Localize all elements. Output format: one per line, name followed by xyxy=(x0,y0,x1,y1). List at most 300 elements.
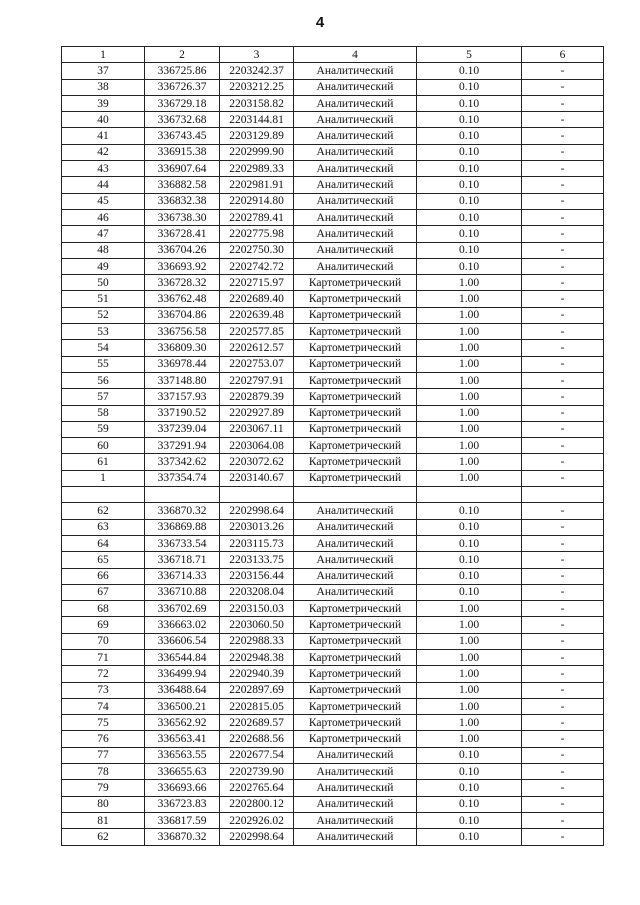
table-cell: 336500.21 xyxy=(145,698,220,714)
table-cell: - xyxy=(522,682,604,698)
table-cell: 0.10 xyxy=(417,161,522,177)
table-cell: Картометрический xyxy=(294,731,417,747)
table-cell: Аналитический xyxy=(294,193,417,209)
table-cell xyxy=(294,487,417,503)
table-cell: - xyxy=(522,324,604,340)
table-cell: - xyxy=(522,144,604,160)
table-row xyxy=(62,421,604,437)
table-cell: Аналитический xyxy=(294,503,417,519)
table-row xyxy=(62,340,604,356)
table-cell: 0.10 xyxy=(417,568,522,584)
table-cell: 336726.37 xyxy=(145,79,220,95)
table-cell: Аналитический xyxy=(294,796,417,812)
table-cell: 2203140.67 xyxy=(220,470,294,486)
table-cell: - xyxy=(522,226,604,242)
table-cell: Аналитический xyxy=(294,63,417,79)
table-row xyxy=(62,405,604,421)
table-row xyxy=(62,747,604,763)
table-cell: 1.00 xyxy=(417,470,522,486)
table-cell: 80 xyxy=(62,796,145,812)
table-cell: 337354.74 xyxy=(145,470,220,486)
table-cell: 0.10 xyxy=(417,780,522,796)
table-cell: Аналитический xyxy=(294,829,417,845)
table-cell: - xyxy=(522,421,604,437)
table-cell: Картометрический xyxy=(294,649,417,665)
table-cell: Картометрический xyxy=(294,275,417,291)
table-cell: 336723.83 xyxy=(145,796,220,812)
table-cell: 65 xyxy=(62,552,145,568)
table-cell: - xyxy=(522,128,604,144)
table-cell: 1.00 xyxy=(417,324,522,340)
table-body xyxy=(62,63,604,845)
table-row xyxy=(62,95,604,111)
table-cell: Картометрический xyxy=(294,291,417,307)
table-cell: - xyxy=(522,356,604,372)
table-cell: - xyxy=(522,780,604,796)
table-cell: 60 xyxy=(62,438,145,454)
table-cell: 2202989.33 xyxy=(220,161,294,177)
table-cell: 39 xyxy=(62,95,145,111)
table-cell: 0.10 xyxy=(417,519,522,535)
table-cell: 336704.26 xyxy=(145,242,220,258)
table-cell: 2202639.48 xyxy=(220,307,294,323)
table-row xyxy=(62,829,604,845)
table-cell: Аналитический xyxy=(294,519,417,535)
table-cell: - xyxy=(522,275,604,291)
table-cell: 0.10 xyxy=(417,552,522,568)
table-row xyxy=(62,275,604,291)
table-cell: 59 xyxy=(62,421,145,437)
table-cell: Аналитический xyxy=(294,112,417,128)
table-cell: 0.10 xyxy=(417,764,522,780)
table-cell: 2203208.04 xyxy=(220,584,294,600)
table-cell: 72 xyxy=(62,666,145,682)
table-row xyxy=(62,128,604,144)
table-cell: 2203060.50 xyxy=(220,617,294,633)
table-cell: 2202998.64 xyxy=(220,829,294,845)
table-cell: 336693.92 xyxy=(145,258,220,274)
table-cell: - xyxy=(522,764,604,780)
table-cell: - xyxy=(522,633,604,649)
column-header: 5 xyxy=(417,47,522,63)
table-cell: 336809.30 xyxy=(145,340,220,356)
table-cell: 2202715.97 xyxy=(220,275,294,291)
table-cell: 1.00 xyxy=(417,698,522,714)
table-cell: 40 xyxy=(62,112,145,128)
table-row xyxy=(62,601,604,617)
table-row xyxy=(62,796,604,812)
coordinates-table xyxy=(61,46,604,846)
table-cell: 1.00 xyxy=(417,275,522,291)
table-row xyxy=(62,177,604,193)
table-cell: 43 xyxy=(62,161,145,177)
table-cell: 336738.30 xyxy=(145,209,220,225)
table-cell: - xyxy=(522,649,604,665)
table-cell: 2203129.89 xyxy=(220,128,294,144)
table-row xyxy=(62,682,604,698)
table-cell: 336663.02 xyxy=(145,617,220,633)
table-cell: 2202750.30 xyxy=(220,242,294,258)
table-cell: 2202897.69 xyxy=(220,682,294,698)
table-cell: 1.00 xyxy=(417,731,522,747)
table-cell: 55 xyxy=(62,356,145,372)
table-cell: - xyxy=(522,519,604,535)
table-cell: - xyxy=(522,715,604,731)
table-row xyxy=(62,144,604,160)
table-cell: 0.10 xyxy=(417,796,522,812)
table-cell: 336544.84 xyxy=(145,649,220,665)
table-cell: Аналитический xyxy=(294,764,417,780)
table-cell: 2202981.91 xyxy=(220,177,294,193)
table-cell: 2203212.25 xyxy=(220,79,294,95)
table-row xyxy=(62,356,604,372)
table-cell: 336606.54 xyxy=(145,633,220,649)
table-cell: 57 xyxy=(62,389,145,405)
table-cell: 2202815.05 xyxy=(220,698,294,714)
table-cell: - xyxy=(522,209,604,225)
table-cell: 44 xyxy=(62,177,145,193)
table-cell: 0.10 xyxy=(417,584,522,600)
table-cell: Аналитический xyxy=(294,258,417,274)
table-cell: - xyxy=(522,617,604,633)
table-cell: - xyxy=(522,747,604,763)
table-cell: 336733.54 xyxy=(145,535,220,551)
table-cell: 1.00 xyxy=(417,715,522,731)
table-cell: Картометрический xyxy=(294,389,417,405)
table-cell: 336718.71 xyxy=(145,552,220,568)
table-cell: 62 xyxy=(62,503,145,519)
table-cell: 337342.62 xyxy=(145,454,220,470)
table-row xyxy=(62,324,604,340)
table-cell: 336702.69 xyxy=(145,601,220,617)
table-cell: Аналитический xyxy=(294,584,417,600)
table-cell: 2202765.64 xyxy=(220,780,294,796)
table-cell: Аналитический xyxy=(294,812,417,828)
table-row xyxy=(62,568,604,584)
table-row xyxy=(62,764,604,780)
table-cell: - xyxy=(522,568,604,584)
table-cell: Картометрический xyxy=(294,682,417,698)
table-cell: 336563.41 xyxy=(145,731,220,747)
table-cell: Картометрический xyxy=(294,601,417,617)
table-cell: Аналитический xyxy=(294,226,417,242)
table-cell: 0.10 xyxy=(417,177,522,193)
table-cell: 76 xyxy=(62,731,145,747)
table-row xyxy=(62,731,604,747)
table-cell: 75 xyxy=(62,715,145,731)
table-row xyxy=(62,63,604,79)
table-cell: 0.10 xyxy=(417,63,522,79)
table-cell: - xyxy=(522,666,604,682)
table-cell: 0.10 xyxy=(417,747,522,763)
table-cell: Аналитический xyxy=(294,747,417,763)
table-cell: 0.10 xyxy=(417,258,522,274)
table-cell: 2202612.57 xyxy=(220,340,294,356)
table-cell: 0.10 xyxy=(417,128,522,144)
table-cell: 336563.55 xyxy=(145,747,220,763)
table-cell: 52 xyxy=(62,307,145,323)
table-cell: Аналитический xyxy=(294,209,417,225)
table-cell: 336499.94 xyxy=(145,666,220,682)
table-row xyxy=(62,552,604,568)
table-cell: Аналитический xyxy=(294,128,417,144)
table-cell: 73 xyxy=(62,682,145,698)
table-cell: 2202800.12 xyxy=(220,796,294,812)
table-cell: 2203158.82 xyxy=(220,95,294,111)
table-cell: 0.10 xyxy=(417,144,522,160)
table-cell: 1.00 xyxy=(417,340,522,356)
table-row xyxy=(62,503,604,519)
table-cell: 2202577.85 xyxy=(220,324,294,340)
table-row xyxy=(62,307,604,323)
table-cell: 0.10 xyxy=(417,242,522,258)
table-cell: Картометрический xyxy=(294,340,417,356)
table-cell: 2202926.02 xyxy=(220,812,294,828)
table-cell: 1.00 xyxy=(417,666,522,682)
table-cell: 61 xyxy=(62,454,145,470)
table-cell: 337190.52 xyxy=(145,405,220,421)
table-cell: - xyxy=(522,307,604,323)
table-cell: - xyxy=(522,601,604,617)
table-cell: 56 xyxy=(62,372,145,388)
table-cell: 2202999.90 xyxy=(220,144,294,160)
table-cell: Картометрический xyxy=(294,470,417,486)
table-row xyxy=(62,79,604,95)
table-cell: 336762.48 xyxy=(145,291,220,307)
table-cell: 0.10 xyxy=(417,193,522,209)
table-cell: 2203067.11 xyxy=(220,421,294,437)
table-row xyxy=(62,535,604,551)
table-row xyxy=(62,161,604,177)
table-cell: - xyxy=(522,193,604,209)
table-cell: 336882.58 xyxy=(145,177,220,193)
table-cell: 45 xyxy=(62,193,145,209)
table-cell: Аналитический xyxy=(294,568,417,584)
table-cell: 41 xyxy=(62,128,145,144)
table-row xyxy=(62,209,604,225)
table-cell: 81 xyxy=(62,812,145,828)
table-cell: 0.10 xyxy=(417,79,522,95)
table-cell: 1.00 xyxy=(417,372,522,388)
table-cell: 2202948.38 xyxy=(220,649,294,665)
table-cell: Картометрический xyxy=(294,698,417,714)
table-row xyxy=(62,389,604,405)
table-cell: 69 xyxy=(62,617,145,633)
table-cell: 77 xyxy=(62,747,145,763)
table-cell: 64 xyxy=(62,535,145,551)
table-cell: Картометрический xyxy=(294,617,417,633)
table-cell: 336869.88 xyxy=(145,519,220,535)
table-cell: - xyxy=(522,454,604,470)
table-cell: 2202940.39 xyxy=(220,666,294,682)
table-cell: 2202775.98 xyxy=(220,226,294,242)
table-cell: 1.00 xyxy=(417,601,522,617)
table-cell: 0.10 xyxy=(417,95,522,111)
table-cell xyxy=(417,487,522,503)
table-cell: 53 xyxy=(62,324,145,340)
table-cell: Картометрический xyxy=(294,324,417,340)
table-cell: 1.00 xyxy=(417,617,522,633)
table-cell: - xyxy=(522,552,604,568)
table-cell: 2203115.73 xyxy=(220,535,294,551)
table-cell: 336915.38 xyxy=(145,144,220,160)
table-cell: Аналитический xyxy=(294,144,417,160)
table-cell: 70 xyxy=(62,633,145,649)
table-cell: 68 xyxy=(62,601,145,617)
table-cell: 2203156.44 xyxy=(220,568,294,584)
table-cell xyxy=(522,487,604,503)
table-cell xyxy=(220,487,294,503)
table-row xyxy=(62,584,604,600)
table-cell: Картометрический xyxy=(294,307,417,323)
table-cell: 1.00 xyxy=(417,421,522,437)
table-cell: 63 xyxy=(62,519,145,535)
table-cell: 47 xyxy=(62,226,145,242)
table-cell: - xyxy=(522,161,604,177)
table-cell: 2202914.80 xyxy=(220,193,294,209)
table-row xyxy=(62,617,604,633)
table-row xyxy=(62,715,604,731)
table-cell: 1.00 xyxy=(417,307,522,323)
table-row xyxy=(62,372,604,388)
column-header: 4 xyxy=(294,47,417,63)
table-cell: 2202677.54 xyxy=(220,747,294,763)
table-cell: 337157.93 xyxy=(145,389,220,405)
table-row xyxy=(62,454,604,470)
table-row xyxy=(62,226,604,242)
table-cell: 336704.86 xyxy=(145,307,220,323)
table-cell: Аналитический xyxy=(294,95,417,111)
table-cell: 37 xyxy=(62,63,145,79)
table-cell: 78 xyxy=(62,764,145,780)
table-cell: - xyxy=(522,95,604,111)
table-cell: 2202879.39 xyxy=(220,389,294,405)
table-cell: 336655.63 xyxy=(145,764,220,780)
table-cell: - xyxy=(522,63,604,79)
table-header-row xyxy=(62,47,604,63)
table-cell xyxy=(145,487,220,503)
table-cell: 336907.64 xyxy=(145,161,220,177)
table-row xyxy=(62,487,604,503)
table-cell: 337148.80 xyxy=(145,372,220,388)
table-cell: 1.00 xyxy=(417,405,522,421)
table-cell: 336870.32 xyxy=(145,503,220,519)
table-cell: 0.10 xyxy=(417,112,522,128)
table-cell: 2202742.72 xyxy=(220,258,294,274)
column-header: 1 xyxy=(62,47,145,63)
table-cell: 0.10 xyxy=(417,503,522,519)
table-cell: 336817.59 xyxy=(145,812,220,828)
table-cell: 1.00 xyxy=(417,454,522,470)
table-cell: 0.10 xyxy=(417,209,522,225)
table-cell: 336562.92 xyxy=(145,715,220,731)
table-cell: 2203144.81 xyxy=(220,112,294,128)
table-cell: 54 xyxy=(62,340,145,356)
table-cell: Картометрический xyxy=(294,666,417,682)
table-row xyxy=(62,519,604,535)
table-cell: 2203242.37 xyxy=(220,63,294,79)
table-row xyxy=(62,242,604,258)
table-cell: Аналитический xyxy=(294,780,417,796)
table-cell: Аналитический xyxy=(294,552,417,568)
table-cell: - xyxy=(522,535,604,551)
table-cell: - xyxy=(522,405,604,421)
table-cell: 46 xyxy=(62,209,145,225)
table-cell: Аналитический xyxy=(294,161,417,177)
table-cell: Картометрический xyxy=(294,438,417,454)
table-cell: 51 xyxy=(62,291,145,307)
column-header: 3 xyxy=(220,47,294,63)
table-cell: 336756.58 xyxy=(145,324,220,340)
table-cell xyxy=(62,487,145,503)
table-cell: 336729.18 xyxy=(145,95,220,111)
table-cell: - xyxy=(522,731,604,747)
table-cell: - xyxy=(522,177,604,193)
table-cell: - xyxy=(522,258,604,274)
table-cell: 336710.88 xyxy=(145,584,220,600)
table-cell: 1.00 xyxy=(417,389,522,405)
table-cell: - xyxy=(522,812,604,828)
table-row xyxy=(62,112,604,128)
column-header: 6 xyxy=(522,47,604,63)
table-cell: - xyxy=(522,584,604,600)
table-cell: 336725.86 xyxy=(145,63,220,79)
table-cell: 2202739.90 xyxy=(220,764,294,780)
table-cell: 2203064.08 xyxy=(220,438,294,454)
table-row xyxy=(62,470,604,486)
table-cell: Аналитический xyxy=(294,242,417,258)
table-cell: 49 xyxy=(62,258,145,274)
table-cell: - xyxy=(522,340,604,356)
table-row xyxy=(62,438,604,454)
table-cell: 2202688.56 xyxy=(220,731,294,747)
table-cell: 2202998.64 xyxy=(220,503,294,519)
table-cell: 50 xyxy=(62,275,145,291)
table-cell: 1.00 xyxy=(417,356,522,372)
table-row xyxy=(62,780,604,796)
table-cell: 2202988.33 xyxy=(220,633,294,649)
table-cell: 74 xyxy=(62,698,145,714)
table-cell: 58 xyxy=(62,405,145,421)
table-cell: 2202689.57 xyxy=(220,715,294,731)
table-cell: 67 xyxy=(62,584,145,600)
table-cell: 1 xyxy=(62,470,145,486)
table-cell: 336870.32 xyxy=(145,829,220,845)
table-cell: - xyxy=(522,698,604,714)
table-cell: 1.00 xyxy=(417,649,522,665)
table-cell: - xyxy=(522,372,604,388)
table-cell: 337239.04 xyxy=(145,421,220,437)
table-row xyxy=(62,633,604,649)
table-cell: - xyxy=(522,503,604,519)
table-cell: Аналитический xyxy=(294,177,417,193)
table-cell: 2203072.62 xyxy=(220,454,294,470)
table-cell: 336743.45 xyxy=(145,128,220,144)
table-cell: 0.10 xyxy=(417,226,522,242)
table-cell: 336693.66 xyxy=(145,780,220,796)
column-header: 2 xyxy=(145,47,220,63)
table-cell: - xyxy=(522,112,604,128)
table-row xyxy=(62,666,604,682)
table-cell: - xyxy=(522,79,604,95)
table-row xyxy=(62,291,604,307)
table-cell: 71 xyxy=(62,649,145,665)
table-cell: 0.10 xyxy=(417,812,522,828)
table-cell: 336732.68 xyxy=(145,112,220,128)
table-cell: 1.00 xyxy=(417,438,522,454)
table-cell: 2203013.26 xyxy=(220,519,294,535)
table-cell: Аналитический xyxy=(294,79,417,95)
